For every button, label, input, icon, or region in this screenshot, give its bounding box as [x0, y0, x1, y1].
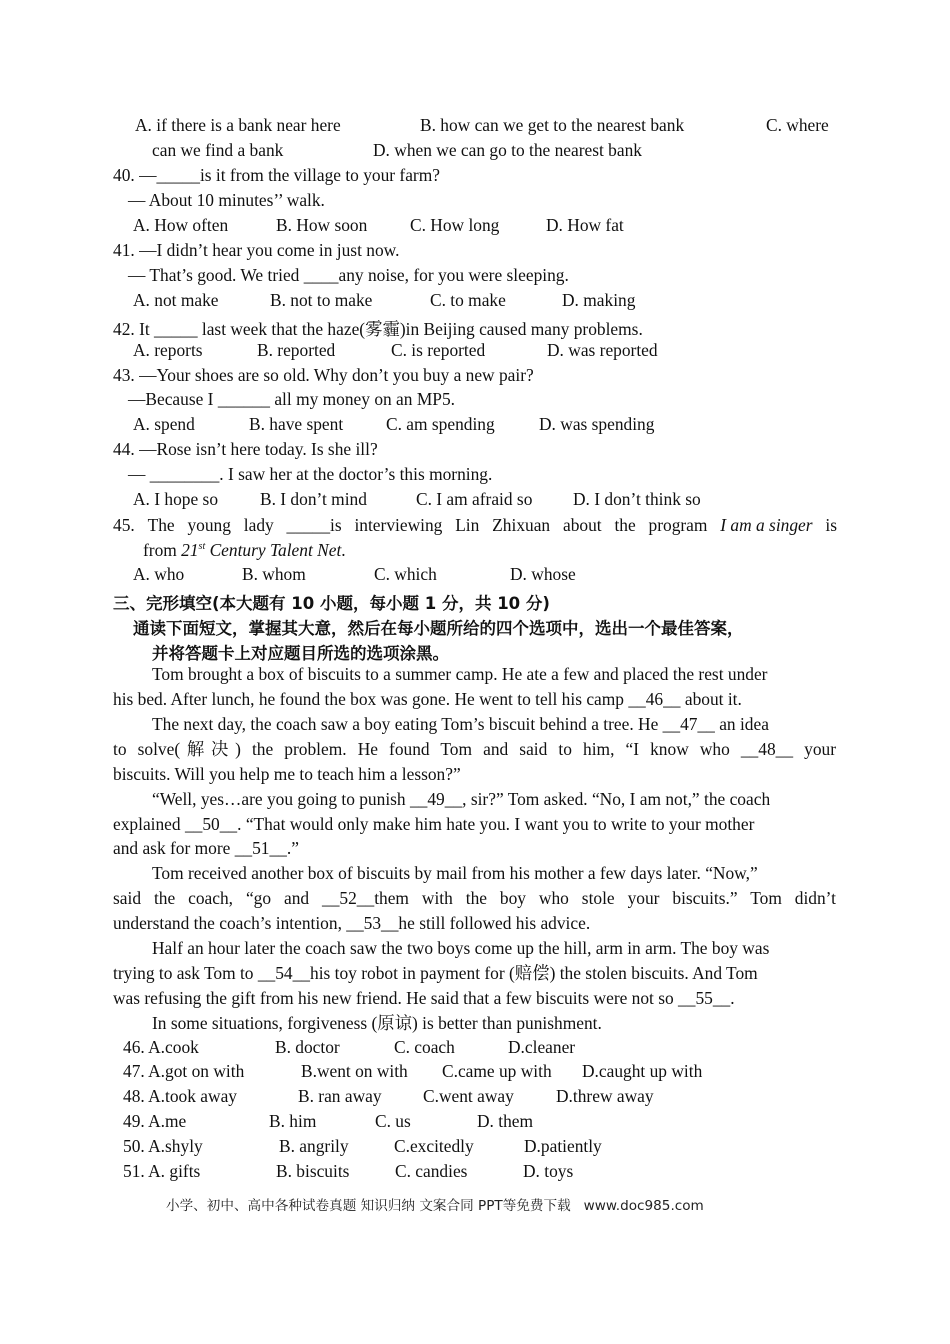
passage-p2-line2: to solve(解决) the problem. He found Tom and said to him, “I know who __48__ your [113, 739, 836, 759]
q50-option-d: D.patiently [524, 1136, 602, 1156]
q45-option-d: D. whose [510, 564, 576, 584]
q42-option-d: D. was reported [547, 340, 658, 360]
q45-word: the [614, 515, 636, 535]
q42-option-a: A. reports [133, 340, 203, 360]
q45-source-ordinal: st [198, 541, 206, 552]
q44-reply: — ________. I saw her at the doctor’s this morning. [128, 464, 493, 484]
q50-option-b: B. angrily [279, 1136, 349, 1156]
passage-p3-line3: and ask for more __51__.” [113, 838, 299, 858]
passage-p2-line3: biscuits. Will you help me to teach him a lesson?” [113, 764, 461, 784]
section3-title: 三、完形填空(本大题有 10 小题，每小题 1 分，共 10 分) [113, 594, 550, 613]
q48-option-d: D.threw away [556, 1086, 654, 1106]
q48-option-b: B. ran away [298, 1086, 382, 1106]
q51-option-b: B. biscuits [276, 1161, 350, 1181]
q43-stem: 43. —Your shoes are so old. Why don’t you buy a new pair? [113, 365, 534, 385]
q42-option-b: B. reported [257, 340, 336, 360]
q49-option-d: D. them [477, 1111, 534, 1131]
q50-option-a: 50. A.shyly [123, 1136, 203, 1156]
q43-option-b: B. have spent [249, 414, 344, 434]
q41-reply: — That’s good. We tried ____any noise, for you were sleeping. [128, 265, 569, 285]
q45-word: about [562, 515, 602, 535]
q43-option-a: A. spend [133, 414, 195, 434]
q39-option-d: D. when we can go to the nearest bank [373, 140, 642, 160]
q40-option-c: C. How long [410, 215, 500, 235]
passage-p1-line2: his bed. After lunch, he found the box was gone. He went to tell his camp __46__ about it. [113, 689, 742, 709]
q42-stem: 42. It _____ last week that the haze(雾霾)in Beijing caused many problems. [113, 319, 643, 339]
q39-option-a: A. if there is a bank near here [135, 115, 341, 135]
q39-option-c: C. where [766, 115, 829, 135]
q45-word: Lin [455, 515, 480, 535]
q41-option-b: B. not to make [270, 290, 373, 310]
q45-source-number: 21 [181, 540, 199, 560]
q44-option-b: B. I don’t mind [260, 489, 367, 509]
q45-word: 45. [113, 515, 135, 535]
q45-program-title: I am a singer [720, 515, 813, 535]
q41-option-a: A. not make [133, 290, 219, 310]
q40-reply: — About 10 minutes’’ walk. [128, 190, 325, 210]
passage-p5-line1: Half an hour later the coach saw the two boys come up the hill, arm in arm. The boy was [152, 938, 770, 958]
passage-p4-line2: said the coach, “go and __52__them with the boy who stole your biscuits.” Tom didn’t [113, 888, 836, 908]
q42-option-c: C. is reported [391, 340, 486, 360]
q49-option-c: C. us [375, 1111, 411, 1131]
q44-option-d: D. I don’t think so [573, 489, 701, 509]
passage-p1-line1: Tom brought a box of biscuits to a summer camp. He ate a few and placed the rest under [152, 664, 768, 684]
q44-option-c: C. I am afraid so [416, 489, 533, 509]
q46-option-b: B. doctor [275, 1037, 340, 1057]
q45-word: interviewing [354, 515, 443, 535]
passage-p5-line2: trying to ask Tom to __54__his toy robot in payment for (赔偿) the stolen biscuits. And Tom [113, 963, 758, 983]
q39-option-c-continued: can we find a bank [152, 140, 284, 160]
q47-option-c: C.came up with [442, 1061, 552, 1081]
q45-period: . [341, 540, 346, 560]
q41-option-d: D. making [562, 290, 636, 310]
q44-option-a: A. I hope so [133, 489, 219, 509]
q47-option-d: D.caught up with [582, 1061, 703, 1081]
q43-option-d: D. was spending [539, 414, 655, 434]
q39-option-b: B. how can we get to the nearest bank [420, 115, 685, 135]
q40-option-b: B. How soon [276, 215, 368, 235]
section3-instruction-line1: 通读下面短文，掌握其大意，然后在每小题所给的四个选项中，选出一个最佳答案， [133, 619, 744, 638]
q45-word: young [187, 515, 231, 535]
q46-option-d: D.cleaner [508, 1037, 576, 1057]
section3-instruction-line2: 并将答题卡上对应题目所选的选项涂黑。 [152, 644, 449, 663]
q40-stem: 40. —_____is it from the village to your farm? [113, 165, 440, 185]
q41-stem: 41. —I didn’t hear you come in just now. [113, 240, 400, 260]
q40-option-a: A. How often [133, 215, 229, 235]
q51-option-a: 51. A. gifts [123, 1161, 201, 1181]
q48-option-a: 48. A.took away [123, 1086, 237, 1106]
q45-stem-continued [143, 539, 346, 561]
q45-stem [113, 514, 837, 536]
passage-p3-line2: explained __50__. “That would only make him hate you. I want you to write to your mother [113, 814, 755, 834]
q48-option-c: C.went away [423, 1086, 514, 1106]
q45-source-name: Century Talent Net [205, 540, 342, 560]
passage-p4-line3: understand the coach’s intention, __53__he still followed his advice. [113, 913, 591, 933]
q41-option-c: C. to make [430, 290, 506, 310]
q45-option-c: C. which [374, 564, 437, 584]
q49-option-a: 49. A.me [123, 1111, 187, 1131]
q45-option-b: B. whom [242, 564, 306, 584]
q47-option-a: 47. A.got on with [123, 1061, 245, 1081]
q50-option-c: C.excitedly [394, 1136, 474, 1156]
passage-p4-line1: Tom received another box of biscuits by mail from his mother a few days later. “Now,” [152, 863, 758, 883]
q43-option-c: C. am spending [386, 414, 495, 434]
passage-p6-line1: In some situations, forgiveness (原谅) is better than punishment. [152, 1013, 602, 1033]
page-footer: 小学、初中、高中各种试卷真题 知识归纳 文案合同 PPT等免费下载 www.doc985.com [166, 1198, 704, 1214]
q46-option-c: C. coach [394, 1037, 455, 1057]
q45-word: program [648, 515, 708, 535]
q51-option-c: C. candies [395, 1161, 468, 1181]
q45-word: Zhixuan [492, 515, 551, 535]
q45-word: is [825, 515, 837, 535]
q51-option-d: D. toys [523, 1161, 574, 1181]
q49-option-b: B. him [269, 1111, 317, 1131]
q46-option-a: 46. A.cook [123, 1037, 199, 1057]
passage-p2-line1: The next day, the coach saw a boy eating Tom’s biscuit behind a tree. He __47__ an idea [152, 714, 769, 734]
q47-option-b: B.went on with [301, 1061, 408, 1081]
q45-from: from [143, 540, 182, 560]
q44-stem: 44. —Rose isn’t here today. Is she ill? [113, 439, 378, 459]
passage-p3-line1: “Well, yes…are you going to punish __49__, sir?” Tom asked. “No, I am not,” the coach [152, 789, 771, 809]
q45-word: lady [243, 515, 274, 535]
q45-word: The [147, 515, 175, 535]
q45-option-a: A. who [133, 564, 185, 584]
passage-p5-line3: was refusing the gift from his new friend. He said that a few biscuits were not so __55__. [113, 988, 735, 1008]
q43-reply: —Because I ______ all my money on an MP5. [128, 389, 455, 409]
q40-option-d: D. How fat [546, 215, 624, 235]
q45-word: _____is [286, 515, 342, 535]
